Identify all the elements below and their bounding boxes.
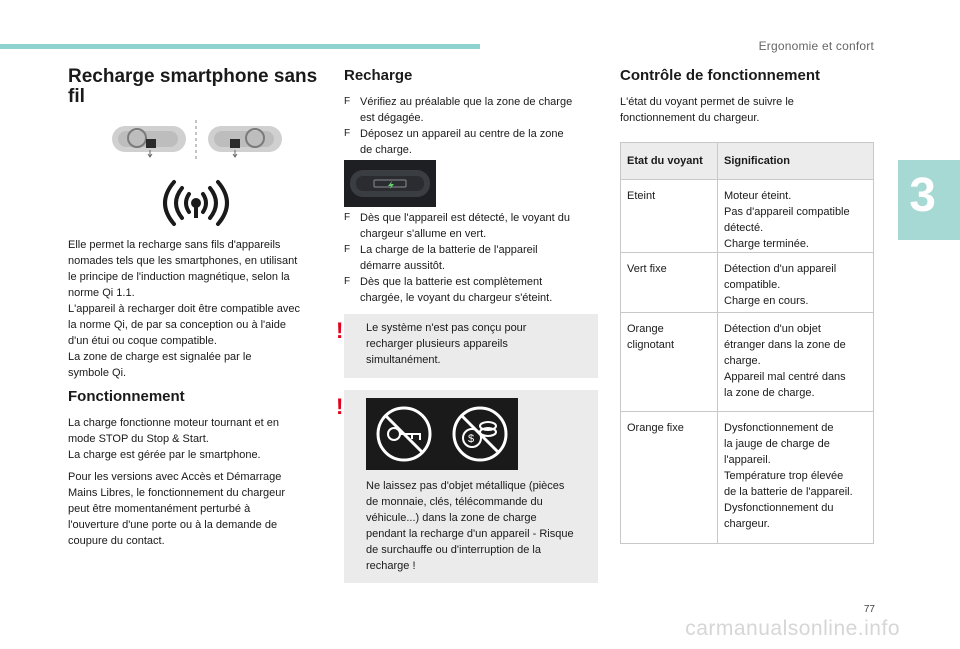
text-line: Appareil mal centré dans xyxy=(724,371,846,383)
section-heading-controle: Contrôle de fonctionnement xyxy=(620,67,820,84)
text-line: l'appareil. xyxy=(724,454,771,466)
text-line: simultanément. xyxy=(366,354,441,366)
text-line: Pas d'appareil compatible xyxy=(724,206,850,218)
text-line: de monnaie, clés, télécommande du xyxy=(366,496,543,508)
text-line: de charge. xyxy=(360,144,412,156)
text-line: pendant la recharge d'un appareil - Risque xyxy=(366,528,574,540)
text-line: recharge ! xyxy=(366,560,416,572)
text-line: Le système n'est pas conçu pour xyxy=(366,322,527,334)
text-line: recharger plusieurs appareils xyxy=(366,338,508,350)
list-item xyxy=(344,210,600,242)
text-line: chargeur. xyxy=(724,518,770,530)
text-line: Dès que l'appareil est détecté, le voyant du xyxy=(360,212,571,224)
text-line: L'appareil à recharger doit être compatible avec xyxy=(68,303,301,315)
table-row xyxy=(621,252,873,312)
title-line: fil xyxy=(68,86,85,107)
text-line: symbole Qi. xyxy=(68,367,127,379)
text-line: véhicule...) dans la zone de charge xyxy=(366,512,537,524)
text-line: Température trop élevée xyxy=(724,470,844,482)
text-line: la jauge de charge de xyxy=(724,438,830,450)
text-line: Eteint xyxy=(627,190,656,202)
column-header: Signification xyxy=(724,155,790,167)
page-title xyxy=(68,67,338,107)
warning-icon: ! xyxy=(336,394,344,419)
text-line: Dès que la batterie est complètement xyxy=(360,276,543,288)
text-line: Détection d'un objet xyxy=(724,323,821,335)
text-line: La charge de la batterie de l'appareil xyxy=(360,244,538,256)
text-line: Charge en cours. xyxy=(724,295,809,307)
text-line: Dysfonctionnement du xyxy=(724,502,834,514)
header-accent-bar xyxy=(0,44,480,49)
text-line: d'un étui ou coque compatible. xyxy=(68,335,217,347)
table-cell xyxy=(718,253,873,312)
text-line: Ne laissez pas d'objet métallique (pièces xyxy=(366,480,565,492)
text-line: l'ouverture d'une porte ou à la demande de xyxy=(68,519,278,531)
table-cell xyxy=(621,253,718,312)
watermark: carmanualsonline.info xyxy=(685,617,900,640)
bullet-mark: F xyxy=(344,212,351,223)
chapter-number: 3 xyxy=(909,169,936,222)
text-line: charge. xyxy=(724,355,761,367)
text-line: est dégagée. xyxy=(360,112,424,124)
text-line: peut être momentanément perturbé à xyxy=(68,503,251,515)
text-line: démarre aussitôt. xyxy=(360,260,445,272)
bullet-mark: F xyxy=(344,96,351,107)
no-metal-objects-pictogram xyxy=(366,398,518,470)
text-line: Détection d'un appareil xyxy=(724,263,837,275)
bullet-mark: F xyxy=(344,276,351,287)
recharge-steps xyxy=(344,94,600,158)
column-header: Etat du voyant xyxy=(621,143,718,179)
table-cell xyxy=(718,412,873,543)
text-line: le principe de l'induction magnétique, selon la xyxy=(68,271,290,283)
warning-text xyxy=(366,478,574,574)
bullet-mark: F xyxy=(344,244,351,255)
qi-wireless-icon xyxy=(148,174,244,232)
intro-paragraph xyxy=(68,237,300,381)
text-line: La charge fonctionne moteur tournant et en xyxy=(68,417,279,429)
text-line: la norme Qi, de par sa conception ou à l'aide xyxy=(68,319,286,331)
bullet-mark: F xyxy=(344,128,351,139)
indicator-status-table xyxy=(620,142,874,544)
vehicle-console-illustration xyxy=(112,118,282,162)
text-line: Orange xyxy=(627,323,664,335)
text-line: Mains Libres, le fonctionnement du chargeur xyxy=(68,487,286,499)
text-line: chargée, le voyant du chargeur s'éteint. xyxy=(360,292,553,304)
table-cell xyxy=(718,313,873,411)
text-line: de surchauffe ou d'interruption de la xyxy=(366,544,541,556)
text-line: compatible. xyxy=(724,279,781,291)
text-line: chargeur s'allume en vert. xyxy=(360,228,487,240)
text-line: Déposez un appareil au centre de la zone xyxy=(360,128,564,140)
text-line: clignotant xyxy=(627,339,675,351)
section-heading-fonctionnement: Fonctionnement xyxy=(68,388,185,405)
warning-box-metal-objects xyxy=(336,390,598,583)
title-line: Recharge smartphone sans xyxy=(68,66,318,87)
warning-icon: ! xyxy=(336,318,344,343)
text-line: Vérifiez au préalable que la zone de charge xyxy=(360,96,573,108)
text-line: Orange fixe xyxy=(627,422,684,434)
table-cell xyxy=(621,180,718,252)
section-heading-recharge: Recharge xyxy=(344,67,413,84)
text-line: Moteur éteint. xyxy=(724,190,792,202)
section-title: Ergonomie et confort xyxy=(758,39,874,53)
page-number: 77 xyxy=(863,604,875,615)
controle-intro xyxy=(620,94,794,126)
list-item xyxy=(344,274,600,306)
text-line: La zone de charge est signalée par le xyxy=(68,351,252,363)
warning-text xyxy=(366,320,526,368)
table-header-row xyxy=(621,143,873,179)
text-line: Pour les versions avec Accès et Démarrage xyxy=(68,471,282,483)
text-line: de la batterie de l'appareil. xyxy=(724,486,853,498)
text-line: nomades tels que les smartphones, en utilisant xyxy=(68,255,298,267)
text-line: étranger dans la zone de xyxy=(724,339,846,351)
fonctionnement-paragraph xyxy=(68,415,279,463)
list-item xyxy=(344,242,600,274)
fonctionnement-paragraph-2 xyxy=(68,469,285,549)
text-line: Dysfonctionnement de xyxy=(724,422,834,434)
warning-box-single-device xyxy=(336,314,598,378)
text-line: norme Qi 1.1. xyxy=(68,287,135,299)
table-cell xyxy=(718,180,873,252)
list-item xyxy=(344,94,600,126)
text-line: La charge est gérée par le smartphone. xyxy=(68,449,261,461)
text-line: la zone de charge. xyxy=(724,387,815,399)
text-line: Elle permet la recharge sans fils d'appareils xyxy=(68,239,281,251)
table-row xyxy=(621,179,873,252)
list-item xyxy=(344,126,600,158)
table-cell xyxy=(621,313,718,411)
table-cell xyxy=(621,412,718,543)
text-line: Vert fixe xyxy=(627,263,667,275)
text-line: Charge terminée. xyxy=(724,238,809,250)
text-line: fonctionnement du chargeur. xyxy=(620,112,760,124)
charger-indicator-photo xyxy=(344,160,436,207)
table-row xyxy=(621,411,873,543)
text-line: mode STOP du Stop & Start. xyxy=(68,433,209,445)
recharge-status-steps xyxy=(344,210,600,306)
table-row xyxy=(621,312,873,411)
svg-text:$: $ xyxy=(468,433,475,445)
text-line: détecté. xyxy=(724,222,764,234)
text-line: coupure du contact. xyxy=(68,535,165,547)
text-line: L'état du voyant permet de suivre le xyxy=(620,96,794,108)
